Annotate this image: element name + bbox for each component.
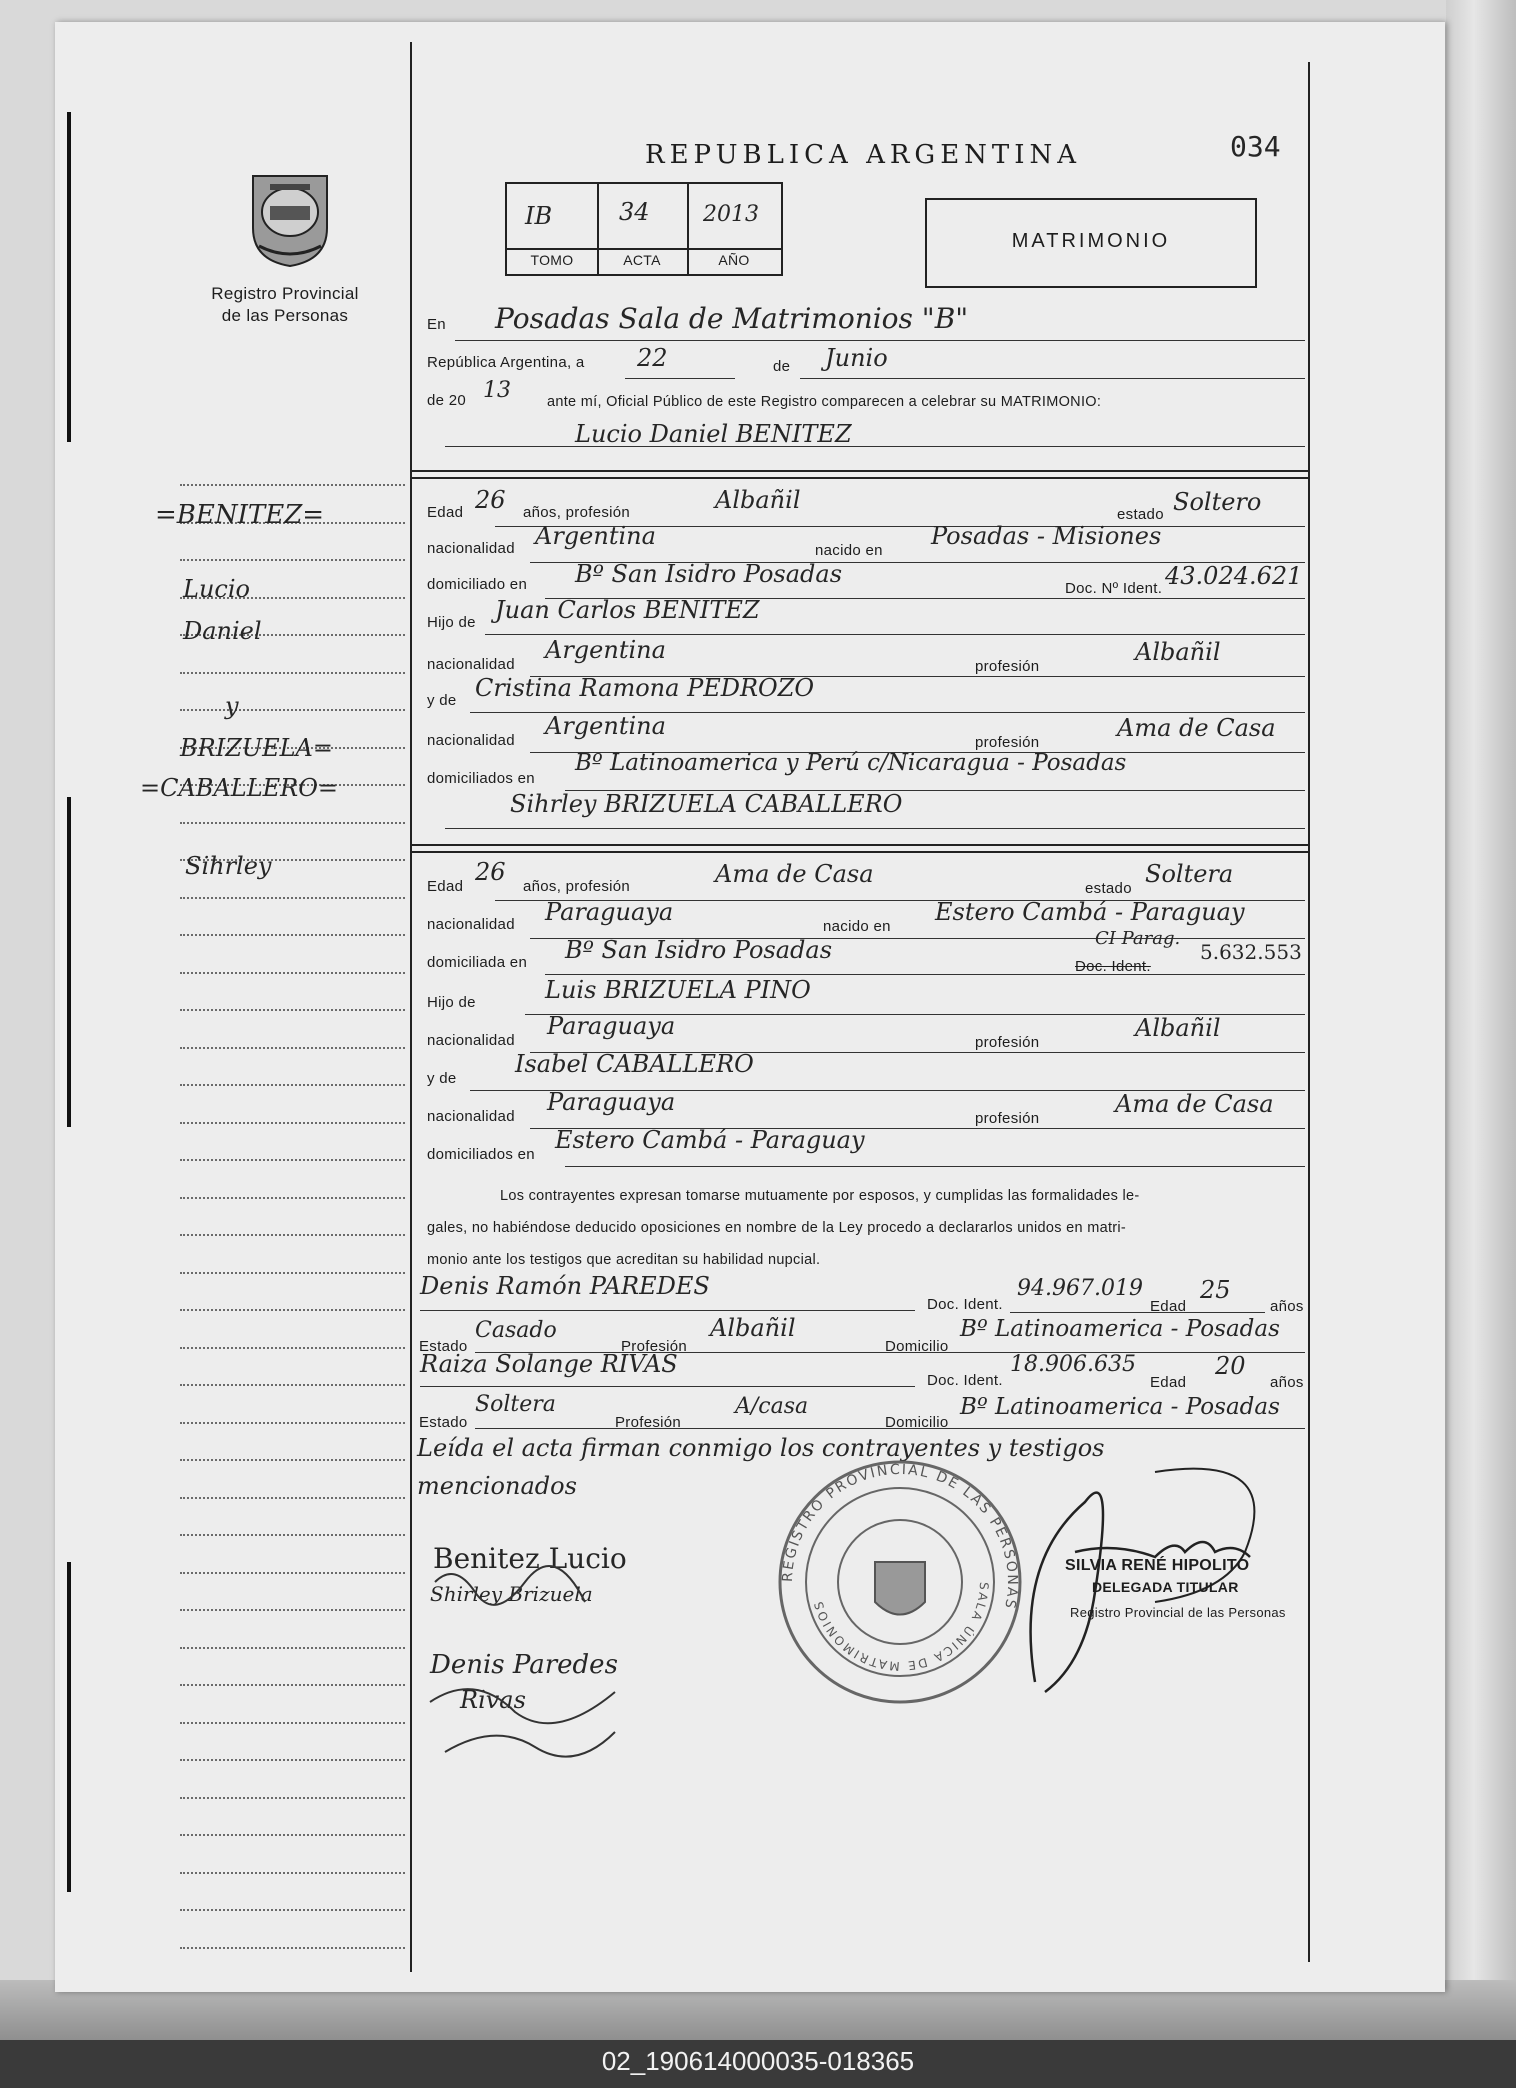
label-de: de [773, 358, 791, 375]
label-profesion: profesión [975, 658, 1040, 675]
bride-mother-profession: Ama de Casa [1115, 1090, 1274, 1118]
label-domicilio: Domicilio [885, 1414, 949, 1431]
page-number: 034 [1230, 130, 1281, 163]
groom-birthplace: Posadas - Misiones [931, 522, 1162, 550]
year-value: 13 [483, 378, 511, 403]
groom-name: Lucio Daniel BENITEZ [575, 420, 852, 448]
anio-label: AÑO [718, 252, 750, 268]
margin-rule-line [180, 1009, 405, 1011]
label-hijo: Hijo de [427, 614, 476, 631]
field-line [1010, 1312, 1265, 1313]
margin-note: Sihrley [185, 852, 272, 880]
label-estado: Estado [419, 1414, 468, 1431]
official-title: DELEGADA TITULAR [1092, 1579, 1239, 1595]
registry-name-1: Registro Provincial [211, 284, 359, 303]
bride-signature: Shirley Brizuela [430, 1582, 593, 1606]
day-value: 22 [637, 344, 668, 372]
declaration-line: gales, no habiéndose deducido oposiciones en nombre de la Ley procedo a declararlos unidos en matri- [427, 1220, 1127, 1236]
margin-rule-line [180, 1234, 405, 1236]
margin-rule-line [180, 1459, 405, 1461]
margin-rule-line [180, 897, 405, 899]
margin-rule-line [180, 1909, 405, 1911]
label-domicilio: domiciliada en [427, 954, 528, 971]
acta-label: ACTA [623, 252, 661, 268]
margin-rule-line [180, 1872, 405, 1874]
bride-parents-address: Estero Cambá - Paraguay [555, 1126, 865, 1154]
margin-note: y [225, 692, 239, 720]
bride-birthplace: Estero Cambá - Paraguay [935, 898, 1245, 926]
groom-parents-address: Bº Latinoamerica y Perú c/Nicaragua - Posadas [575, 750, 1127, 776]
witness-1-profession: Albañil [710, 1314, 796, 1342]
margin-rule-line [180, 1122, 405, 1124]
month-value: Junio [825, 344, 888, 372]
place-value: Posadas Sala de Matrimonios "B" [495, 302, 969, 335]
country-title: REPUBLICA ARGENTINA [645, 140, 1082, 170]
label-edad: Edad [427, 504, 464, 521]
witness-1-status: Casado [475, 1318, 557, 1343]
witness-2-address: Bº Latinoamerica - Posadas [960, 1394, 1280, 1420]
groom-address: Bº San Isidro Posadas [575, 560, 843, 588]
field-line [800, 378, 1305, 379]
field-line [625, 378, 735, 379]
margin-rule-line [180, 1684, 405, 1686]
intro-statement: ante mí, Oficial Público de este Registro comparecen a celebrar su MATRIMONIO: [547, 394, 1102, 410]
margin-rule-line [180, 1047, 405, 1049]
label-edad: Edad [1150, 1298, 1187, 1315]
label-en: En [427, 316, 446, 333]
margin-rule-line [180, 822, 405, 824]
label-nacionalidad: nacionalidad [427, 1108, 515, 1125]
field-line [475, 1428, 1305, 1429]
official-office: Registro Provincial de las Personas [1070, 1605, 1286, 1620]
registry-name-2: de las Personas [221, 306, 349, 325]
margin-rule-line [180, 972, 405, 974]
bride-father-profession: Albañil [1135, 1014, 1221, 1042]
bride-profession: Ama de Casa [715, 860, 874, 888]
witness-2-name: Raiza Solange RIVAS [420, 1350, 678, 1378]
witness-2-profession: A/casa [735, 1394, 809, 1419]
groom-doc: 43.024.621 [1165, 562, 1303, 590]
official-seal [775, 1452, 1025, 1712]
label-estado: Estado [419, 1338, 468, 1355]
label-republica: República Argentina, a [427, 354, 585, 371]
bride-doc-note: CI Parag. [1095, 928, 1181, 949]
label-anios: años [1270, 1374, 1304, 1391]
margin-rule-line [180, 1834, 405, 1836]
groom-father-profession: Albañil [1135, 638, 1221, 666]
doc-type: MATRIMONIO [1011, 230, 1171, 252]
witness-1-age: 25 [1200, 1276, 1231, 1304]
label-edad: Edad [1150, 1374, 1187, 1391]
tomo-label: TOMO [530, 252, 574, 268]
witness-1-address: Bº Latinoamerica - Posadas [960, 1316, 1280, 1342]
label-nacido: nacido en [823, 918, 891, 935]
anio-value: 2013 [703, 202, 759, 227]
margin-rule-line [180, 484, 405, 486]
closing-line: mencionados [417, 1472, 577, 1500]
margin-rule-line [180, 1197, 405, 1199]
groom-mother: Cristina Ramona PEDROZO [475, 674, 815, 702]
acta-value: 34 [619, 198, 650, 226]
groom-father: Juan Carlos BENITEZ [495, 596, 760, 624]
section-divider [412, 844, 1308, 846]
book-edge [1446, 0, 1516, 2040]
margin-rule-line [180, 1609, 405, 1611]
margin-rule-line [180, 559, 405, 561]
label-domicilio: domiciliado en [427, 576, 528, 593]
label-y-de: y de [427, 1070, 457, 1087]
margin-rule-line [180, 1534, 405, 1536]
margin-rule-line [180, 1159, 405, 1161]
bride-name: Sihrley BRIZUELA CABALLERO [510, 790, 903, 818]
tomo-value: IB [525, 202, 553, 230]
witness-2-status: Soltera [475, 1392, 556, 1417]
bride-status: Soltera [1145, 860, 1234, 888]
margin-rule-line [180, 1647, 405, 1649]
registry-box [505, 182, 783, 276]
witness-2-doc: 18.906.635 [1010, 1352, 1136, 1377]
label-year: de 20 [427, 392, 467, 409]
witness-2-age: 20 [1215, 1352, 1246, 1380]
margin-note: =BENITEZ= [155, 500, 325, 530]
scan-id-caption: 02_190614000035-018365 [601, 2046, 915, 2076]
margin-rule-line [180, 1497, 405, 1499]
section-divider [412, 470, 1308, 472]
section-divider [412, 851, 1308, 853]
margin-rule-line [180, 672, 405, 674]
margin-rule-line [180, 1797, 405, 1799]
margin-rule-line [180, 1422, 405, 1424]
binding-mark [67, 1562, 71, 1892]
label-profesion: años, profesión [523, 504, 631, 521]
margin-rule-line [180, 1947, 405, 1949]
label-domiciliados: domiciliados en [427, 770, 535, 787]
label-anios: años [1270, 1298, 1304, 1315]
field-line [565, 1166, 1305, 1167]
label-profesion: profesión [975, 1110, 1040, 1127]
bride-father: Luis BRIZUELA PINO [545, 976, 811, 1004]
closing-line: Leída el acta firman conmigo los contrayentes y testigos [417, 1434, 1105, 1462]
label-profesion: profesión [975, 1034, 1040, 1051]
bride-age: 26 [475, 858, 506, 886]
witness-2-signature: Rivas [460, 1686, 526, 1714]
label-profesion: años, profesión [523, 878, 631, 895]
bride-nationality: Paraguaya [545, 898, 674, 926]
margin-rule-line [180, 1759, 405, 1761]
field-line [485, 634, 1305, 635]
label-doc: Doc. Ident. [927, 1372, 1003, 1389]
groom-mother-profession: Ama de Casa [1117, 714, 1276, 742]
field-line [445, 446, 1305, 447]
label-edad: Edad [427, 878, 464, 895]
label-estado: estado [1085, 880, 1132, 897]
margin-rule-line [180, 1309, 405, 1311]
margin-rule-line [180, 709, 405, 711]
margin-rule-line [180, 1084, 405, 1086]
label-nacionalidad: nacionalidad [427, 540, 515, 557]
label-doc: Doc. Ident. [1075, 958, 1151, 975]
groom-signature: Benitez Lucio [433, 1542, 627, 1575]
label-domicilio: Domicilio [885, 1338, 949, 1355]
bride-mother: Isabel CABALLERO [515, 1050, 754, 1078]
label-nacionalidad: nacionalidad [427, 916, 515, 933]
margin-rule-line [180, 934, 405, 936]
groom-nationality: Argentina [535, 522, 656, 550]
binding-mark [67, 797, 71, 1127]
right-margin-rule [1308, 62, 1310, 1962]
field-line [445, 828, 1305, 829]
left-margin-rule [410, 42, 412, 1972]
bride-mother-nationality: Paraguaya [547, 1088, 676, 1116]
groom-status: Soltero [1173, 488, 1262, 516]
witness-1-name: Denis Ramón PAREDES [420, 1272, 710, 1300]
official-name: SILVIA RENÉ HIPOLITO [1065, 1557, 1250, 1574]
province-crest-icon [245, 170, 335, 270]
label-nacionalidad: nacionalidad [427, 1032, 515, 1049]
margin-rule-line [180, 1572, 405, 1574]
label-domiciliados: domiciliados en [427, 1146, 535, 1163]
certificate-page [55, 22, 1445, 1992]
field-line [455, 340, 1305, 341]
binding-mark [67, 112, 71, 442]
label-y-de: y de [427, 692, 457, 709]
section-divider [412, 477, 1308, 479]
groom-age: 26 [475, 486, 506, 514]
groom-profession: Albañil [715, 486, 801, 514]
label-nacionalidad: nacionalidad [427, 732, 515, 749]
margin-rule-line [180, 1384, 405, 1386]
field-line [545, 974, 1305, 975]
label-nacido: nacido en [815, 542, 883, 559]
declaration-line: Los contrayentes expresan tomarse mutuamente por esposos, y cumplidas las formalidades le- [500, 1188, 1140, 1204]
groom-mother-nationality: Argentina [545, 712, 666, 740]
seal-inner-text: SALA ÚNICA DE MATRIMONIOS [811, 1581, 992, 1674]
label-doc: Doc. Ident. [927, 1296, 1003, 1313]
label-profesion: Profesión [621, 1338, 688, 1355]
margin-note: BRIZUELA= [180, 734, 333, 762]
margin-note: =CABALLERO= [140, 774, 339, 802]
label-nacionalidad: nacionalidad [427, 656, 515, 673]
margin-rule-line [180, 1272, 405, 1274]
signature-scribbles [415, 1522, 645, 1762]
label-profesion: Profesión [615, 1414, 682, 1431]
field-line [420, 1386, 915, 1387]
field-line [420, 1310, 915, 1311]
witness-1-signature: Denis Paredes [430, 1650, 618, 1680]
label-estado: estado [1117, 506, 1164, 523]
label-profesion: profesión [975, 734, 1040, 751]
doc-type-box [925, 198, 1257, 288]
seal-outer-text: REGISTRO PROVINCIAL DE LAS PERSONAS [779, 1461, 1021, 1612]
groom-father-nationality: Argentina [545, 636, 666, 664]
label-hijo: Hijo de [427, 994, 476, 1011]
margin-note: Lucio [183, 575, 250, 603]
margin-rule-line [180, 1722, 405, 1724]
bride-father-nationality: Paraguaya [547, 1012, 676, 1040]
bride-doc: 5.632.553 [1200, 940, 1302, 964]
declaration-line: monio ante los testigos que acreditan su habilidad nupcial. [427, 1252, 821, 1268]
bride-address: Bº San Isidro Posadas [565, 936, 833, 964]
margin-note: Daniel [183, 617, 262, 645]
margin-rule-line [180, 1347, 405, 1349]
label-doc: Doc. Nº Ident. [1065, 580, 1163, 597]
witness-1-doc: 94.967.019 [1017, 1276, 1143, 1301]
